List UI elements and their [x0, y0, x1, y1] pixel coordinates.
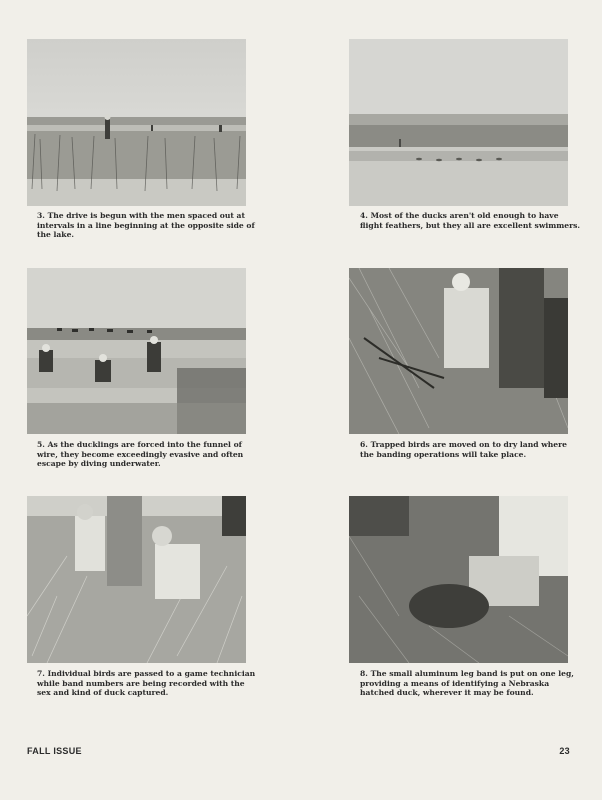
- caption-photo-8: 8. The small aluminum leg band is put on one leg, providing a means of identifying a Nebraska hatched duck, wherever it may be found.: [360, 669, 574, 698]
- photo-funnel-of-wire: [27, 268, 246, 434]
- caption-photo-6: 6. Trapped birds are moved on to dry land where the banding operations will take place.: [360, 440, 567, 459]
- caption-photo-5: 5. As the ducklings are forced into the funnel of wire, they become exceedingly evasive and often escape by diving underwater.: [37, 440, 244, 469]
- caption-photo-7: 7. Individual birds are passed to a game technician while band numbers are being recorded with the sex and kind of duck captured.: [37, 669, 256, 698]
- photo-men-lake-drive: [27, 39, 246, 206]
- footer-issue: FALL ISSUE: [27, 746, 82, 756]
- photo-ducks-swimming: [349, 39, 568, 206]
- photo-leg-band: [349, 496, 568, 663]
- photo-trapped-birds: [349, 268, 568, 434]
- caption-photo-4: 4. Most of the ducks aren't old enough to have flight feathers, but they all are excellent swimmers.: [360, 211, 581, 230]
- photo-game-technician: [27, 496, 246, 663]
- page-number: 23: [559, 746, 570, 756]
- caption-photo-3: 3. The drive is begun with the men spaced out at intervals in a line beginning at the opposite side of the lake.: [37, 211, 255, 240]
